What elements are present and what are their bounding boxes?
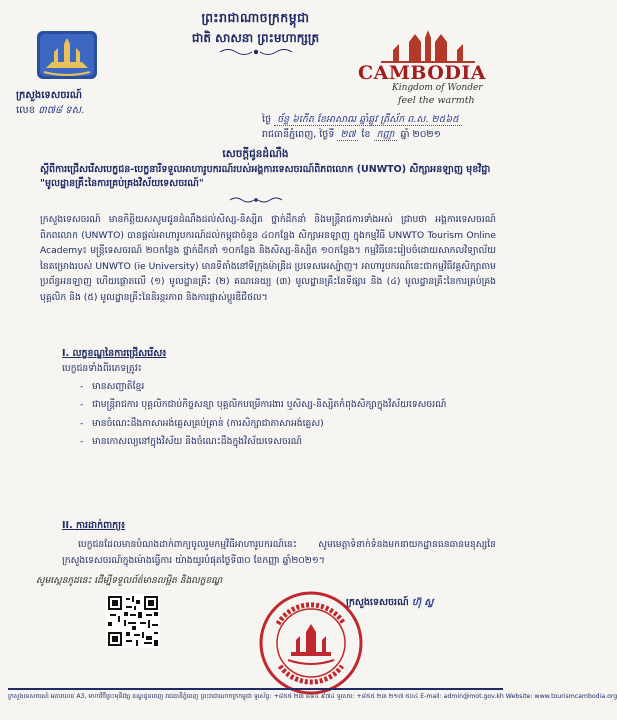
signature-text: ក្រសួងទេសចរណ៍ — [346, 597, 409, 608]
ref-label: លេខ — [16, 105, 36, 116]
civil-date-prefix: រាជធានីភ្នំពេញ, ថ្ងៃទី — [262, 129, 335, 140]
ministry-name: ក្រសួងទេសចរណ៍ — [16, 90, 82, 101]
civil-date — [262, 128, 498, 142]
ministry-logo-icon — [36, 30, 98, 80]
ref-number: ៣៧៨ — [38, 105, 63, 116]
list-item: - មានចំណេះដឹងភាសាអង់គ្លេសគ្រប់គ្រាន់ (ការសិក្សាជាភាសាអង់គ្លេស) — [80, 416, 490, 431]
civil-month: កញ្ញា — [374, 129, 398, 141]
civil-day: ២៧ — [337, 129, 358, 141]
notice-subject: ស្តីពីការជ្រើសរើសបេក្ខជន-បេក្ខនារីទទួលអាហារូបករណ៍របស់អង្គការទេសចរណ៍ពិភពលោក (UNWTO) សិក្សាអនឡាញ មុខវិជ្ជា "មូលដ្ឋានគ្រឹះនៃការគ្រប់គ្រងវិស័យទេសចរណ៍" — [40, 164, 491, 189]
header-ornament — [218, 47, 294, 57]
qr-label: សូមស្កេនកូដនេះ ដើម្បីទទួលព័ត៌មានលម្អិត និងលក្ខខណ្ឌ — [36, 576, 223, 586]
lunar-date-value: ច័ន្ទ ៦កើត ខែអាសាឍ ឆ្នាំឆ្លូវ ត្រីស័ក ព.ស. ២៥៦៥ — [274, 114, 462, 126]
civil-month-label: ខែ — [361, 129, 371, 140]
civil-year-label: ឆ្នាំ — [400, 129, 410, 140]
angkor-wat-icon — [373, 28, 483, 62]
criteria-list — [80, 379, 490, 453]
national-motto: ជាតិ សាសនា ព្រះមហាក្សត្រ — [191, 31, 320, 45]
signature-hand: ហ៊ុ ស្ល — [411, 597, 434, 608]
footer-divider — [8, 688, 503, 690]
divider-ornament — [228, 196, 284, 204]
lunar-date — [262, 113, 498, 127]
brand-tagline: Kingdom of Wonder — [392, 83, 483, 93]
footer-contact: ក្រសួងទេសចរណ៍ អគារលេខ A3, មហាវិថីព្រះមុនីវង្ស ខណ្ឌដូនពេញ រាជធានីភ្នំពេញ ព្រះរាជាណាចក្រកម្ពុជា ទូរស័ព្ទ: +៨៥៥ ២៣ ៨៨៤ ៩៧៤ ទូរសារ: +៨៥៥ ២៣ ២១៧ ៥០៤ E-mail: admin@mot.gov.kh Website: www.tourismcambodia.org — [8, 693, 617, 700]
section-2-body: បេក្ខជនដែលមានបំណងដាក់ពាក្យចូលរួមកម្មវិធីអាហារូបករណ៍នេះ សូមមេត្តាទំនាក់ទំនងមកនាយកដ្ឋានធនធានមនុស្សនៃក្រសួងទេសចរណ៍ក្នុងម៉ោងធ្វើការ យ៉ាងយូរបំផុតថ្ងៃទី៣០ ខែកញ្ញា ឆ្នាំ២០២១។ — [62, 539, 496, 566]
list-item: - ជាមន្ត្រីរាជការ បុគ្គលិកជាប់កិច្ចសន្យា បុគ្គលិកបម្រើការងារ ឬសិស្ស-និស្សិតកំពុងសិក្សាក្នុងវិស័យទេសចរណ៍ — [80, 397, 490, 412]
ref-suffix: ទស. — [65, 105, 85, 116]
lunar-date-prefix: ថ្ងៃ — [262, 114, 272, 125]
brand-slogan: feel the warmth — [398, 95, 475, 106]
list-item: - មានកោសល្យនៅក្នុងវិស័យ និងចំណេះដឹងក្នុងវិស័យទេសចរណ៍ — [80, 434, 490, 449]
notice-body: ក្រសួងទេសចរណ៍ មានកិត្តិយសសូមជូនដំណឹងដល់សិស្ស-និស្សិត ថ្នាក់ដឹកនាំ និងមន្ត្រីរាជការទាំងអស់ ជ្រាបថា អង្គការទេសចរណ៍ពិភពលោក (UNWTO) បានផ្តល់អាហារូបករណ៍ដល់កម្ពុជាចំនួន ៤០កន្លែង សិក្សាអនឡាញ ក្នុងកម្មវិធី UNWTO Tourism Online Academy៖ មន្ត្រីទេសចរណ៍ ២០កន្លែង ថ្នាក់ដឹកនាំ ១០កន្លែង និងសិស្ស-និស្សិត ១០កន្លែង។ កម្មវិធីនេះរៀបចំដោយសាកលវិទ្យាល័យនៃគម្រោងរបស់ UNWTO (ie University) មានទីតាំងនៅទីក្រុងម៉ាឌ្រីដ ប្រទេសអេស្ប៉ាញ។ អាហារូបករណ៍នេះជាកម្មវិធីវគ្គសិក្សាតាមប្រព័ន្ធអនឡាញ ហើយផ្តោតលើ (១) មូលដ្ឋានគ្រឹះ (២) គណនេយ្យ (៣) មូលដ្ឋានគ្រឹះនៃទីផ្សារ និង (៤) មូលដ្ឋានគ្រឹះនៃការគ្រប់គ្រងបុគ្គលិក និង (៥) មូលដ្ឋានគ្រឹះនៃនិរន្តរភាព និងការផ្លាស់ប្តូរឌីជីថល។ — [40, 214, 496, 303]
civil-year: ២០២១ — [412, 129, 441, 140]
qr-code-icon[interactable] — [106, 594, 160, 648]
cambodia-brand: CAMBODIA — [358, 62, 486, 84]
section-2-title: II. ការដាក់ពាក្យ៖ — [62, 520, 126, 531]
kingdom-heading: ព្រះរាជាណាចក្រកម្ពុជា — [201, 10, 310, 25]
section-1-title: I. លក្ខខណ្ឌនៃការជ្រើសរើស៖ — [62, 348, 167, 359]
signature-block — [346, 596, 433, 610]
list-item: - មានសញ្ជាតិខ្មែរ — [80, 379, 490, 394]
reference-number — [16, 103, 84, 118]
notice-title: សេចក្តីជូនដំណឹង — [222, 148, 289, 160]
section-1-intro: បេក្ខជនទាំងពីរភេទត្រូវ៖ — [62, 363, 142, 374]
